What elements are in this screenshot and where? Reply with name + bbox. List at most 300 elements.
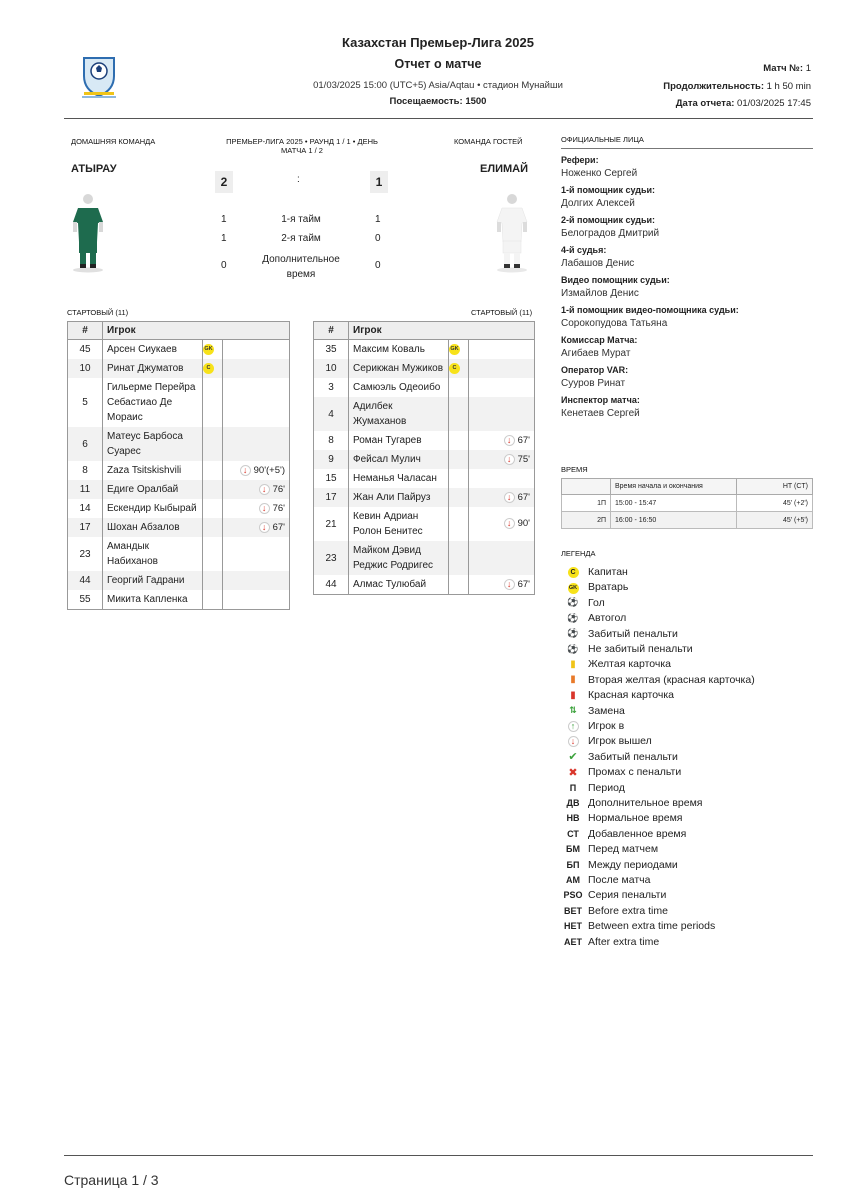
time-col-period — [562, 479, 611, 495]
player-event-cell — [223, 461, 290, 480]
player-row — [68, 518, 290, 537]
player-badge-cell — [203, 359, 223, 378]
legend-item — [562, 827, 686, 841]
time-ht: 45' (+2') — [737, 495, 813, 512]
legend-text: Забитый пенальти — [588, 750, 678, 763]
goalkeeper-icon: GK — [449, 344, 460, 355]
player-event-cell — [469, 488, 535, 507]
official-item — [561, 185, 813, 209]
legend-item — [562, 580, 628, 594]
player-event-cell — [223, 480, 290, 499]
legend-item — [562, 734, 652, 748]
official-name: Измайлов Денис — [561, 288, 639, 299]
player-row — [68, 537, 290, 571]
legend-abbreviation-text: АМ — [566, 875, 580, 885]
player-row — [314, 359, 535, 378]
player-event-cell — [223, 537, 290, 571]
player-row — [68, 499, 290, 518]
legend-item — [562, 858, 678, 872]
legend-item — [562, 719, 624, 733]
substitution-minute: 76' — [272, 502, 285, 514]
legend-abbreviation — [562, 906, 584, 916]
legend-item — [562, 627, 678, 641]
player-number: 55 — [68, 590, 103, 610]
player-event-cell — [469, 575, 535, 595]
player-number: 9 — [314, 450, 349, 469]
legend-text: Серия пенальти — [588, 889, 667, 902]
official-role: Инспектор матча: — [561, 395, 640, 405]
red-card-icon-glyph: ▮ — [570, 689, 576, 701]
player-name: Алмас Тулюбай — [349, 575, 449, 595]
report-date — [676, 98, 811, 109]
player-name: Микита Капленка — [103, 590, 203, 610]
legend-text: Вратарь — [588, 581, 629, 594]
official-item — [561, 395, 813, 419]
player-number: 35 — [314, 340, 349, 360]
player-out-icon: ↓ — [259, 522, 270, 533]
official-item — [561, 365, 813, 389]
player-name: Жан Али Пайруз — [349, 488, 449, 507]
player-name: Фейсал Мулич — [349, 450, 449, 469]
legend-item — [562, 596, 605, 610]
legend-abbreviation — [562, 937, 584, 947]
player-badge-cell — [449, 575, 469, 595]
legend-abbreviation-text: HET — [564, 921, 582, 932]
player-event-cell — [469, 359, 535, 378]
official-item — [561, 335, 813, 359]
goalkeeper-icon: GK — [203, 344, 214, 355]
time-row — [562, 512, 813, 529]
away-lineup-table — [313, 321, 535, 595]
player-row — [314, 340, 535, 360]
player-name: Амандык Набиханов — [103, 537, 203, 571]
player-event-cell — [223, 590, 290, 610]
substitution-minute: 67' — [517, 434, 530, 446]
player-row — [68, 590, 290, 610]
legend-text: Забитый пенальти — [588, 627, 678, 640]
own-goal-icon-glyph: ⚽ — [567, 612, 579, 623]
player-name: Zaza Tsitskishvili — [103, 461, 203, 480]
player-out-icon: ↓ — [504, 435, 515, 446]
match-duration — [663, 81, 811, 92]
penalty-missed-icon — [562, 644, 584, 655]
player-event-cell — [469, 397, 535, 431]
substitution-minute: 67' — [517, 578, 530, 590]
extra-time-away: 0 — [375, 260, 381, 271]
player-in-icon — [562, 721, 584, 732]
player-out-icon: ↓ — [504, 492, 515, 503]
legend-text: Гол — [588, 596, 605, 609]
legend-title: ЛЕГЕНДА — [561, 549, 596, 558]
legend-item — [562, 811, 682, 825]
player-row — [314, 431, 535, 450]
home-team-label: ДОМАШНЯЯ КОМАНДА — [71, 137, 156, 146]
report-date-label: Дата отчета: — [675, 98, 735, 109]
official-role: Оператор VAR: — [561, 365, 629, 375]
player-number: 23 — [314, 541, 349, 575]
time-table — [561, 478, 813, 529]
legend-item — [562, 842, 658, 856]
player-badge-cell — [449, 378, 469, 397]
legend-abbreviation-text: БМ — [566, 844, 580, 855]
player-row — [68, 480, 290, 499]
away-kit-icon — [494, 192, 530, 274]
report-title: Казахстан Премьер-Лига 2025 — [342, 35, 534, 50]
player-name: Арсен Сиукаев — [103, 340, 203, 360]
legend-text: Вторая желтая (красная карточка) — [588, 673, 755, 686]
shootout-missed-icon-glyph: ✖ — [568, 766, 578, 779]
player-name: Майком Дэвид Реджис Родригес — [349, 541, 449, 575]
period-2-away: 0 — [375, 233, 381, 244]
legend-item — [562, 673, 755, 687]
match-info: 01/03/2025 15:00 (UTC+5) Asia/Aqtau • стадион Мунайши — [313, 80, 563, 91]
player-number: 17 — [314, 488, 349, 507]
official-role: Рефери: — [561, 155, 599, 165]
legend-abbreviation-text: БП — [566, 859, 580, 870]
away-team-name: ЕЛИМАЙ — [480, 163, 528, 175]
official-item — [561, 305, 813, 329]
player-event-cell — [469, 450, 535, 469]
time-col-range: Время начала и окончания — [611, 479, 737, 495]
official-role: Видео помощник судьи: — [561, 275, 670, 285]
legend-abbreviation-text: НВ — [566, 813, 580, 824]
legend-abbreviation — [562, 860, 584, 870]
player-badge-cell — [449, 507, 469, 541]
player-row — [68, 427, 290, 461]
player-badge-cell — [203, 537, 223, 571]
footer-divider — [64, 1155, 813, 1156]
duration-value: 1 h 50 min — [766, 81, 811, 92]
player-badge-cell — [449, 340, 469, 360]
player-name: Георгий Гадрани — [103, 571, 203, 590]
substitution-minute: 90'(+5') — [253, 464, 285, 476]
player-row — [68, 359, 290, 378]
time-period: 1П — [562, 495, 611, 512]
period-1-label: 1-я тайм — [281, 214, 321, 225]
legend-item — [562, 888, 666, 902]
red-card-icon — [562, 690, 584, 701]
official-role: 2-й помощник судьи: — [561, 215, 656, 225]
legend-item — [562, 657, 671, 671]
player-name: Серикжан Мужиков — [349, 359, 449, 378]
yellow-card-icon-glyph: ▮ — [570, 658, 576, 670]
player-event-cell — [223, 427, 290, 461]
substitution-icon — [562, 705, 584, 716]
captain-icon — [562, 566, 584, 578]
player-badge-cell — [203, 461, 223, 480]
round-info-line2: МАТЧА 1 / 2 — [281, 146, 323, 155]
official-name: Лабашов Денис — [561, 258, 635, 269]
legend-item — [562, 750, 678, 764]
substitution-minute: 76' — [272, 483, 285, 495]
legend-abbreviation — [562, 921, 584, 931]
official-name: Кенетаев Сергей — [561, 408, 640, 419]
player-number: 10 — [68, 359, 103, 378]
player-number: 8 — [314, 431, 349, 450]
official-item — [561, 215, 813, 239]
player-out-icon: ↓ — [259, 484, 270, 495]
legend-item — [562, 765, 681, 779]
penalty-missed-icon-glyph: ⚽ — [567, 643, 579, 654]
official-name: Долгих Алексей — [561, 198, 635, 209]
period-2-label: 2-я тайм — [281, 233, 321, 244]
col-number-header: # — [314, 322, 349, 340]
substitution-minute: 67' — [517, 491, 530, 503]
player-out-icon: ↓ — [504, 579, 515, 590]
player-number: 23 — [68, 537, 103, 571]
legend-text: Between extra time periods — [588, 920, 716, 933]
player-row — [314, 488, 535, 507]
official-role: 1-й помощник видео-помощника судьи: — [561, 305, 739, 315]
official-item — [561, 275, 813, 299]
away-score: 1 — [370, 171, 388, 193]
substitution-minute: 75' — [517, 453, 530, 465]
player-event-cell — [469, 378, 535, 397]
page-number: Страница 1 / 3 — [64, 1172, 159, 1188]
attendance: Посещаемость: 1500 — [389, 96, 487, 107]
official-item — [561, 245, 813, 269]
player-name: Роман Тугарев — [349, 431, 449, 450]
player-badge-cell — [449, 469, 469, 488]
player-event-cell — [469, 507, 535, 541]
legend-text: Before extra time — [588, 904, 668, 917]
legend-text: Нормальное время — [588, 812, 683, 825]
player-event-cell — [469, 340, 535, 360]
time-col-ht: HT (CT) — [737, 479, 813, 495]
player-row — [314, 378, 535, 397]
official-role: 1-й помощник судьи: — [561, 185, 656, 195]
legend-abbreviation — [562, 875, 584, 885]
officials-divider — [561, 148, 813, 149]
player-row — [314, 507, 535, 541]
own-goal-icon — [562, 613, 584, 624]
shootout-scored-icon — [562, 750, 584, 763]
legend-item — [562, 873, 650, 887]
player-badge-cell — [449, 359, 469, 378]
legend-text: Автогол — [588, 612, 627, 625]
legend-item — [562, 796, 703, 810]
legend-text: After extra time — [588, 935, 660, 948]
legend-item — [562, 919, 715, 933]
legend-text: Добавленное время — [588, 827, 687, 840]
time-range: 15:00 - 15:47 — [611, 495, 737, 512]
legend-abbreviation — [562, 798, 584, 808]
report-date-value: 01/03/2025 17:45 — [737, 98, 811, 109]
goalkeeper-icon-glyph: GK — [568, 583, 579, 594]
player-number: 44 — [314, 575, 349, 595]
legend-item — [562, 688, 674, 702]
player-number: 14 — [68, 499, 103, 518]
legend-abbreviation-text: AET — [564, 936, 582, 947]
player-event-cell — [223, 571, 290, 590]
player-event-cell — [223, 499, 290, 518]
match-number-value: 1 — [805, 63, 811, 74]
official-name: Белоградов Дмитрий — [561, 228, 660, 239]
legend-text: Красная карточка — [588, 689, 674, 702]
player-badge-cell — [203, 378, 223, 427]
col-player-header: Игрок — [349, 322, 535, 340]
player-name: Матеус Барбоса Суарес — [103, 427, 203, 461]
player-badge-cell — [203, 499, 223, 518]
player-name: Гильерме Перейра Себастиао Де Мораис — [103, 378, 203, 427]
player-number: 17 — [68, 518, 103, 537]
player-row — [314, 397, 535, 431]
player-number: 44 — [68, 571, 103, 590]
official-name: Агибаев Мурат — [561, 348, 631, 359]
player-badge-cell — [203, 518, 223, 537]
legend-text: Игрок вышел — [588, 735, 652, 748]
shootout-scored-icon-glyph: ✔ — [568, 751, 578, 764]
player-name: Едиге Оралбай — [103, 480, 203, 499]
substitution-icon-glyph: ⇅ — [569, 705, 577, 716]
player-event-cell — [469, 541, 535, 575]
header-divider — [64, 118, 813, 119]
player-badge-cell — [203, 571, 223, 590]
time-ht: 45' (+5') — [737, 512, 813, 529]
match-number-label: Матч №: — [763, 63, 804, 74]
period-2-home: 1 — [221, 233, 227, 244]
goalkeeper-icon — [562, 581, 584, 594]
player-number: 4 — [314, 397, 349, 431]
captain-icon-glyph: C — [568, 567, 579, 578]
officials-list — [561, 155, 813, 425]
player-row — [314, 575, 535, 595]
player-number: 10 — [314, 359, 349, 378]
extra-time-label: Дополнительное время — [262, 254, 340, 280]
round-info-line1: ПРЕМЬЕР-ЛИГА 2025 • РАУНД 1 / 1 • ДЕНЬ — [226, 137, 378, 146]
away-lineup-title: СТАРТОВЫЙ (11) — [471, 308, 533, 317]
player-name: Ескендир Кыбырай — [103, 499, 203, 518]
legend-abbreviation-text: П — [569, 782, 577, 793]
legend-item — [562, 904, 668, 918]
legend-text: Игрок в — [588, 720, 625, 732]
player-out-icon: ↓ — [240, 465, 251, 476]
home-lineup-title: СТАРТОВЫЙ (11) — [67, 308, 129, 317]
official-name: Сууров Ринат — [561, 378, 626, 389]
player-name: Шохан Абзалов — [103, 518, 203, 537]
player-badge-cell — [203, 480, 223, 499]
captain-icon: C — [203, 363, 214, 374]
legend-abbreviation-text: BET — [564, 905, 582, 916]
goal-icon-glyph: ⚽ — [567, 597, 579, 608]
player-in-icon-glyph: ↑ — [568, 721, 579, 732]
player-number: 6 — [68, 427, 103, 461]
player-event-cell — [223, 378, 290, 427]
player-name: Максим Коваль — [349, 340, 449, 360]
official-name: Сорокопудова Татьяна — [561, 318, 668, 329]
legend-abbreviation-text: СТ — [567, 828, 579, 839]
legend-abbreviation-text: PSO — [563, 890, 583, 901]
legend-item — [562, 642, 693, 656]
duration-label: Продолжительность: — [663, 81, 764, 92]
player-event-cell — [223, 359, 290, 378]
player-out-icon: ↓ — [504, 518, 515, 529]
legend-text: Между периодами — [588, 858, 678, 871]
player-name: Самюэль Одеоибо — [349, 378, 449, 397]
extra-time-home: 0 — [221, 260, 227, 271]
col-player-header: Игрок — [103, 322, 290, 340]
legend-text: Замена — [588, 704, 625, 717]
player-event-cell — [469, 431, 535, 450]
player-badge-cell — [203, 340, 223, 360]
player-number: 3 — [314, 378, 349, 397]
player-row — [68, 571, 290, 590]
away-team-label: КОМАНДА ГОСТЕЙ — [454, 137, 523, 146]
home-team-name: АТЫРАУ — [71, 163, 117, 175]
player-badge-cell — [203, 427, 223, 461]
yellow-card-icon — [562, 659, 584, 670]
legend-text: Промах с пенальти — [588, 766, 682, 779]
report-subtitle: Отчет о матче — [394, 57, 482, 71]
official-role: 4-й судья: — [561, 245, 607, 255]
player-event-cell — [469, 469, 535, 488]
home-lineup-table — [67, 321, 290, 610]
player-event-cell — [223, 340, 290, 360]
player-badge-cell — [449, 397, 469, 431]
legend-abbreviation — [562, 844, 584, 854]
captain-icon: C — [449, 363, 460, 374]
player-badge-cell — [449, 450, 469, 469]
legend-text: После матча — [588, 874, 651, 886]
player-badge-cell — [449, 431, 469, 450]
time-range: 16:00 - 16:50 — [611, 512, 737, 529]
match-number — [763, 63, 811, 74]
player-row — [314, 450, 535, 469]
player-badge-cell — [203, 590, 223, 610]
legend-item — [562, 935, 659, 949]
score-separator: : — [297, 174, 300, 185]
time-period: 2П — [562, 512, 611, 529]
player-number: 21 — [314, 507, 349, 541]
player-name: Кевин Адриан Ролон Бенитес — [349, 507, 449, 541]
legend-item — [562, 704, 625, 718]
goal-icon — [562, 597, 584, 608]
legend-abbreviation-text: ДВ — [566, 798, 580, 808]
official-item — [561, 155, 813, 179]
period-1-away: 1 — [375, 214, 381, 225]
player-number: 11 — [68, 480, 103, 499]
legend-text: Капитан — [588, 566, 628, 578]
legend-item — [562, 781, 625, 795]
period-1-home: 1 — [221, 214, 227, 225]
player-badge-cell — [449, 541, 469, 575]
second-yellow-icon-glyph: ▮ — [570, 674, 576, 686]
penalty-scored-icon-glyph: ⚽ — [567, 628, 579, 639]
substitution-minute: 90' — [517, 518, 530, 530]
player-out-icon: ↓ — [504, 454, 515, 465]
player-badge-cell — [449, 488, 469, 507]
player-name: Адилбек Жумаханов — [349, 397, 449, 431]
legend-abbreviation — [562, 813, 584, 823]
legend-item — [562, 565, 628, 579]
legend-text: Период — [588, 781, 625, 794]
player-number: 45 — [68, 340, 103, 360]
player-row — [68, 378, 290, 427]
home-score: 2 — [215, 171, 233, 193]
player-row — [314, 469, 535, 488]
official-role: Комиссар Матча: — [561, 335, 638, 345]
legend-abbreviation — [562, 783, 584, 793]
shootout-missed-icon — [562, 766, 584, 779]
round-info — [212, 137, 392, 155]
legend-text: Перед матчем — [588, 843, 659, 856]
second-yellow-icon — [562, 674, 584, 685]
legend-abbreviation — [562, 890, 584, 900]
legend-item — [562, 611, 626, 625]
legend-text: Желтая карточка — [588, 658, 672, 671]
player-name: Неманья Чаласан — [349, 469, 449, 488]
penalty-scored-icon — [562, 628, 584, 639]
